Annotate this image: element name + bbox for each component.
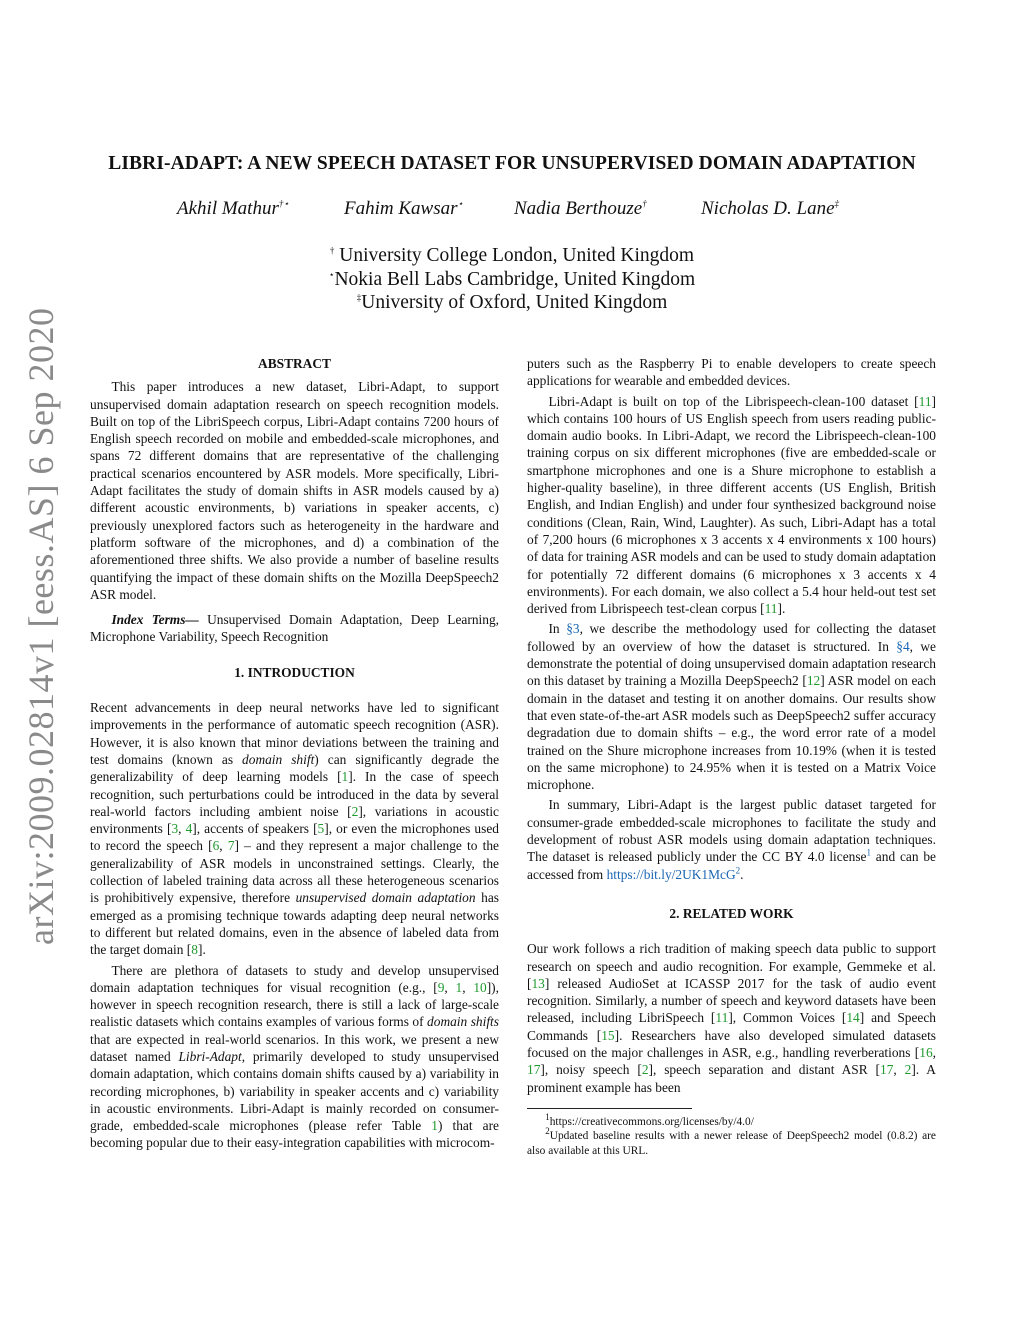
footnote-1: $^1$https://creativecommons.org/licenses/by/4.0/ — [545, 1112, 754, 1128]
citation-link[interactable]: 15 — [601, 1027, 615, 1043]
citation-link[interactable]: 10 — [473, 979, 487, 995]
right-column — [527, 355, 936, 1158]
citation-link[interactable]: 11 — [715, 1010, 729, 1026]
citation-link[interactable]: 3 — [171, 821, 179, 837]
intro-heading: 1. INTRODUCTION — [234, 664, 355, 680]
citation-link[interactable]: 17 — [880, 1062, 894, 1078]
citation-link[interactable]: 8 — [191, 942, 198, 958]
libri-adapt-paragraph: Libri-Adapt is built on top of the Librispeech-clean-100 dataset [11] which contains 100 hours of US English speech from users reading public-domain audio books. In Libri-Adapt, we record the Librispeech-clean-100 training corpus on six different microphones (five are embedded-scale or smartphone microphones and one is a Shure microphone to establish a higher-quality baseline), in three different accents (US English, British English, and Indian English) and under four synthesized background noise conditions (Clean, Rain, Wind, Laughter). As such, Libri-Adapt has a total of 7,200 hours (6 microphones x 3 accents x 4 environments x 100 hours) of data for training ASR models and can be used to study domain adaptation for potentially 72 different domains (6 microphones x 3 accents x 4 environments). For each domain, we also collect a 5.4 hour held-out test set derived from Librispeech test-clean corpus [11]. — [527, 393, 936, 617]
affiliation-1: † University College London, United Kingdom — [329, 245, 695, 266]
citation-link[interactable]: 7 — [227, 838, 235, 854]
citation-link[interactable]: 2 — [351, 803, 359, 819]
intro-continued: puters such as the Raspberry Pi to enable developers to create speech applications for wearable and embedded devices. — [527, 356, 936, 389]
intro-paragraph-2: There are plethora of datasets to study and develop unsupervised domain adaptation techniques for visual recognition (e.g., [9, 1, 10]), however in speech recognition research, there is still a lack of large-scale realistic datasets which contains examples of various forms of domain shifts that are expected in real-world scenarios. In this work, we present a new dataset named Libri-Adapt, primarily developed to study unsupervised domain adaptation, which contains domain shifts caused by a) variability in recording microphones, b) variability in speaker accents and c) variability in acoustic environments. Libri-Adapt is mainly recorded on consumer-grade, embedded-scale microphones (please refer Table 1) that are becoming popular due to their easy-integration capabilities with microcom- — [90, 962, 499, 1151]
citation-link[interactable]: 11 — [764, 601, 778, 617]
related-work-heading: 2. RELATED WORK — [669, 905, 794, 921]
author-1: Akhil Mathur†⋆ — [177, 198, 289, 219]
summary-paragraph: In summary, Libri-Adapt is the largest public dataset targeted for consumer-grade embedded-scale microphones to facilitate the study and development of robust ASR models using domain adaptation techniques. The dataset is released publicly under the CC BY 4.0 license$^1$ and can be accessed from https://bit.ly/2UK1McG$^2$. — [527, 797, 936, 882]
author-4: Nicholas D. Lane‡ — [701, 198, 840, 219]
citation-link[interactable]: 9 — [437, 979, 445, 995]
section-link[interactable]: §3 — [566, 621, 580, 637]
citation-link[interactable]: 1 — [455, 979, 463, 995]
citation-link[interactable]: 13 — [531, 975, 545, 991]
citation-link[interactable]: 6 — [212, 838, 220, 854]
affiliation-3: ‡University of Oxford, United Kingdom — [356, 292, 668, 313]
arxiv-stamp: arXiv:2009.02814v1 [eess.AS] 6 Sep 2020 — [21, 307, 61, 945]
footnote-divider — [527, 1108, 692, 1109]
author-3: Nadia Berthouze† — [514, 198, 647, 219]
affiliations — [0, 244, 1024, 315]
citation-link[interactable]: 17 — [527, 1062, 541, 1078]
citation-link[interactable]: 14 — [846, 1010, 860, 1026]
index-terms: Index Terms— Unsupervised Domain Adaptation, Deep Learning, Microphone Variability, Speech Recognition — [90, 612, 499, 645]
citation-link[interactable]: 2 — [641, 1062, 649, 1078]
citation-link[interactable]: 12 — [806, 673, 821, 689]
author-2: Fahim Kawsar⋆ — [344, 198, 464, 219]
related-work-paragraph: Our work follows a rich tradition of making speech data public to support research on speech and audio recognition. For example, Gemmeke et al. [13] released AudioSet at ICASSP 2017 for the task of audio event recognition. Similarly, a number of speech and keyword datasets have been released, including LibriSpeech [11], Common Voices [14] and Speech Commands [15]. Researchers have also developed simulated datasets focused on the major challenges in ASR, e.g., handling reverberations [16, 17], noisy speech [2], speech separation and distant ASR [17, 2]. A prominent example has been — [527, 941, 937, 1095]
footnote-marker[interactable]: 2 — [735, 865, 741, 876]
abstract-heading: ABSTRACT — [258, 356, 331, 371]
paper-title: LIBRI-ADAPT: A NEW SPEECH DATASET FOR UNSUPERVISED DOMAIN ADAPTATION — [108, 153, 916, 174]
footnote-2: $^2$Updated baseline results with a newer release of DeepSpeech2 model (0.8.2) are also available at this URL. — [527, 1126, 936, 1157]
citation-link[interactable]: 11 — [918, 393, 932, 409]
affiliation-2: ⋆Nokia Bell Labs Cambridge, United Kingdom — [328, 268, 696, 290]
left-column — [90, 355, 499, 1152]
dataset-url-link[interactable]: https://bit.ly/2UK1McG — [606, 866, 736, 882]
citation-link[interactable]: 5 — [317, 821, 325, 837]
section-link[interactable]: §4 — [896, 638, 910, 654]
citation-link[interactable]: 4 — [185, 821, 193, 837]
citation-link[interactable]: 2 — [904, 1062, 912, 1078]
abstract-text: This paper introduces a new dataset, Libri-Adapt, to support unsupervised domain adaptation research on speech recognition models. Built on top of the LibriSpeech corpus, Libri-Adapt contains 7200 hours of English speech recorded on mobile and embedded-scale microphones, and spans 72 different domains that are representative of the challenging practical scenarios encountered by ASR models. More specifically, Libri-Adapt facilitates the study of domain shifts in ASR models caused by a) different acoustic environments, b) variations in speaker accents, c) previously unexplored factors such as heterogeneity in the hardware and platform software of the microphones, and d) a combination of the aforementioned three shifts. We also provide a number of baseline results quantifying the impact of these domain shifts on the Mozilla DeepSpeech2 ASR model. — [90, 379, 499, 602]
outline-paragraph: In §3, we describe the methodology used for collecting the dataset followed by an overview of how the dataset is structured. In §4, we demonstrate the potential of doing unsupervised domain adaptation research on this dataset by training a Mozilla DeepSpeech2 [12] ASR model on each domain in the dataset and testing it on another domains. Our results show that even state-of-the-art ASR models such as DeepSpeech2 suffer accuracy degradation due to domain shifts – e.g., the word error rate of a model trained on the Shure microphone increases from 10.19% (when it is tested on the same microphone) to 24.95% when it is tested on a Matrix Voice microphone. — [527, 621, 936, 793]
footnote-marker[interactable]: 1 — [866, 847, 871, 858]
intro-paragraph-1: Recent advancements in deep neural networks have led to significant improvements in the performance of automatic speech recognition (ASR). However, it is also known that minor deviations between the training and test domains (known as domain shift) can significantly degrade the generalizability of deep learning models [1]. In the case of speech recognition, such perturbations could be introduced in the data by several real-world factors including ambient noise [2], variations in acoustic environments [3, 4], accents of speakers [5], or even the microphones used to record the speech [6, 7] – and they represent a major challenge to the generalizability of ASR models in unconstrained settings. Clearly, the collection of labeled training data across all these heterogeneous scenarios is prohibitively expensive, therefore unsupervised domain adaptation has emerged as a promising technique towards adapting deep neural networks to different but related domains, even in the absence of labeled data from the target domain [8]. — [90, 700, 500, 958]
table-link[interactable]: 1 — [431, 1118, 438, 1134]
citation-link[interactable]: 16 — [919, 1044, 933, 1060]
citation-link[interactable]: 1 — [341, 769, 349, 785]
